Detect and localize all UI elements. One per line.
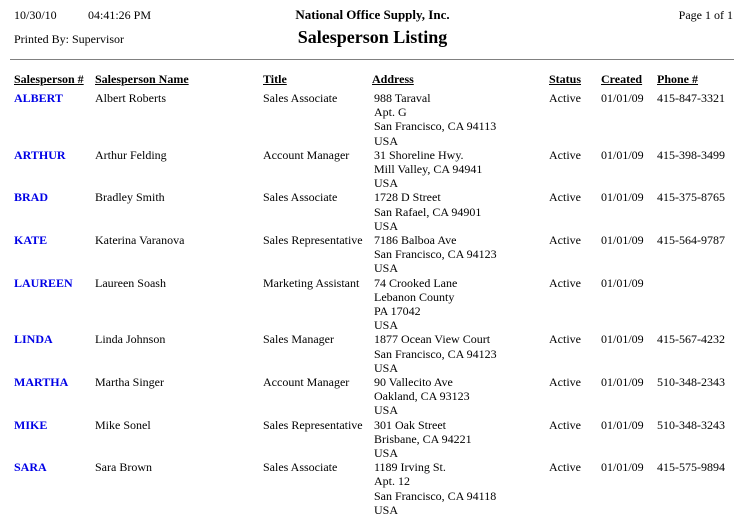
address-line: USA [374,446,399,461]
table-row [14,276,731,333]
salesperson-id-link[interactable]: ALBERT [14,91,63,105]
phone-number: 415-847-3321 [657,91,725,105]
address-block [372,375,549,418]
salesperson-name: Linda Johnson [95,332,166,347]
salesperson-title: Sales Representative [263,233,363,248]
table-row [14,233,731,276]
address-line: PA 17042 [374,304,421,319]
salesperson-name: Mike Sonel [95,417,151,432]
column-header-status [549,72,601,86]
address-line: 31 Shoreline Hwy. [374,147,464,162]
address-line: 7186 Balboa Ave [374,233,457,248]
salesperson-id-link[interactable]: MIKE [14,417,48,432]
salesperson-name: Martha Singer [95,375,164,390]
address-line: San Francisco, CA 94113 [374,119,497,134]
address-line: Oakland, CA 93123 [374,389,470,404]
salesperson-name: Sara Brown [95,460,152,475]
status: Active [549,417,581,432]
salesperson-name: Arthur Felding [95,147,167,162]
address-block [372,233,549,276]
status: Active [549,375,581,390]
column-header-label: Salesperson # [14,72,84,86]
status: Active [549,190,581,205]
status: Active [549,91,581,105]
address-line: 74 Crooked Lane [374,275,458,290]
status: Active [549,233,581,248]
table-header-row [14,72,731,86]
address-line: 301 Oak Street [374,417,446,432]
salesperson-title: Account Manager [263,147,350,162]
address-line: 90 Vallecito Ave [374,375,453,390]
address-line: 1189 Irving St. [374,460,446,475]
address-line: USA [374,360,399,375]
salesperson-title: Sales Associate [263,190,338,205]
salesperson-name: Katerina Varanova [95,233,185,248]
address-block [372,91,549,148]
status: Active [549,332,581,347]
salesperson-id-link[interactable]: LINDA [14,332,53,347]
address-line: USA [374,133,399,148]
address-line: Apt. 12 [374,474,410,489]
address-block [372,148,549,191]
report-title: Salesperson Listing [297,27,448,47]
salesperson-title: Sales Representative [263,417,363,432]
address-block [372,418,549,461]
created-date: 01/01/09 [601,332,644,347]
table-row [14,418,731,461]
table-row [14,190,731,233]
address-block [372,460,549,517]
column-header-label: Phone # [657,72,699,86]
page-indicator: Page 1 of 1 [678,8,733,22]
address-line: San Rafael, CA 94901 [374,204,482,219]
column-header-label: Title [263,72,287,86]
salesperson-name: Albert Roberts [95,91,166,105]
address-block [372,332,549,375]
salesperson-id-link[interactable]: BRAD [14,190,49,205]
address-line: USA [374,403,399,418]
created-date: 01/01/09 [601,375,644,390]
salesperson-id-link[interactable]: KATE [14,233,48,248]
column-header-created [601,72,657,86]
created-date: 01/01/09 [601,190,644,205]
salesperson-name: Laureen Soash [95,275,166,290]
column-header-salesperson-number [14,72,95,86]
column-header-address [372,72,549,86]
salesperson-id-link[interactable]: SARA [14,460,47,475]
address-line: 988 Taraval [374,91,431,105]
table-body [14,91,731,517]
salesperson-title: Sales Associate [263,460,338,475]
table-row [14,332,731,375]
report-time: 04:41:26 PM [88,8,152,22]
phone-number: 510-348-3243 [657,417,725,432]
status: Active [549,275,581,290]
salesperson-title: Sales Manager [263,332,334,347]
column-header-label: Created [601,72,643,86]
address-line: 1877 Ocean View Court [374,332,491,347]
status: Active [549,460,581,475]
address-line: USA [374,261,399,276]
salesperson-name: Bradley Smith [95,190,165,205]
created-date: 01/01/09 [601,147,644,162]
phone-number: 415-398-3499 [657,147,725,162]
address-line: USA [374,318,399,333]
address-line: USA [374,502,399,517]
created-date: 01/01/09 [601,233,644,248]
phone-number: 510-348-2343 [657,375,725,390]
phone-number: 415-575-9894 [657,460,725,475]
address-line: USA [374,176,399,191]
column-header-phone [657,72,731,86]
salesperson-id-link[interactable]: ARTHUR [14,147,66,162]
salesperson-id-link[interactable]: MARTHA [14,375,69,390]
table-row [14,148,731,191]
address-line: Apt. G [374,105,407,120]
address-line: San Francisco, CA 94123 [374,247,497,262]
salesperson-title: Account Manager [263,375,350,390]
address-line: 1728 D Street [374,190,441,205]
column-header-label: Address [372,72,414,86]
salesperson-title: Sales Associate [263,91,338,105]
phone-number: 415-564-9787 [657,233,725,248]
created-date: 01/01/09 [601,460,644,475]
address-line: San Francisco, CA 94123 [374,346,497,361]
phone-number: 415-375-8765 [657,190,725,205]
table-row [14,91,731,148]
salesperson-id-link[interactable]: LAUREEN [14,275,73,290]
phone-number: 415-567-4232 [657,332,725,347]
status: Active [549,147,581,162]
created-date: 01/01/09 [601,417,644,432]
created-date: 01/01/09 [601,91,644,105]
table-row [14,375,731,418]
header-rule [10,59,734,60]
address-block [372,190,549,233]
salesperson-title: Marketing Assistant [263,275,360,290]
report-date: 10/30/10 [14,8,57,22]
column-header-label: Salesperson Name [95,72,189,86]
address-line: Lebanon County [374,289,455,304]
address-block [372,276,549,333]
address-line: Mill Valley, CA 94941 [374,162,483,177]
column-header-salesperson-name [95,72,263,86]
address-line: San Francisco, CA 94118 [374,488,497,503]
created-date: 01/01/09 [601,275,644,290]
column-header-title [263,72,372,86]
company-name: National Office Supply, Inc. [295,7,450,22]
address-line: Brisbane, CA 94221 [374,431,472,446]
printed-by: Printed By: Supervisor [14,32,124,46]
table-row [14,460,731,517]
address-line: USA [374,218,399,233]
column-header-label: Status [549,72,582,86]
